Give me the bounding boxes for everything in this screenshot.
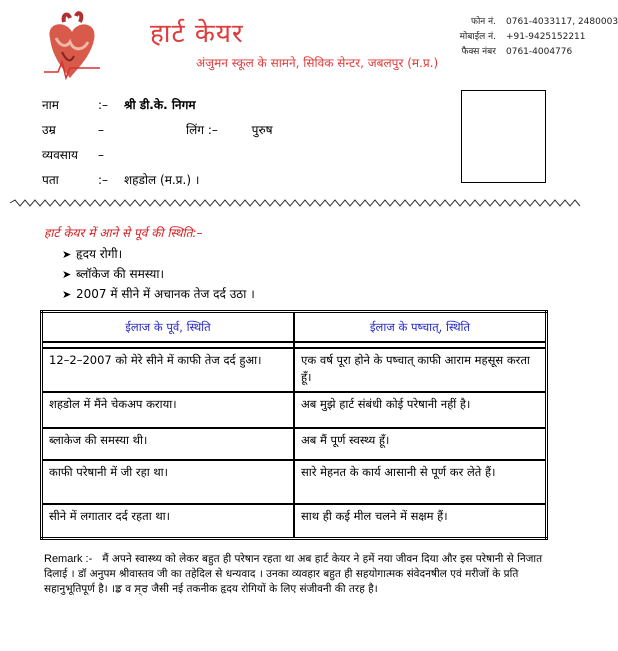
field-value: शहडोल (म.प्र.) । <box>124 173 200 187</box>
table-cell: काफी परेषानी में जी रहा था। <box>42 460 295 504</box>
field-separator: :– <box>98 173 109 187</box>
bullet-item <box>62 245 122 262</box>
section-title: हार्ट केयर में आने से पूर्व की स्थिति:– <box>44 226 203 240</box>
brand-address: अंजुमन स्कूल के सामने, सिविक सेन्टर, जबलपुर (म.प्र.) <box>196 56 439 70</box>
field-value: – <box>98 148 104 162</box>
table-row <box>42 460 547 504</box>
contact-label: फैक्स नंबर <box>461 47 496 57</box>
field-age <box>42 121 124 138</box>
field-label: व्यवसाय <box>42 148 78 162</box>
remark-text: मैं अपने स्वास्थ्य को लेकर बहुत ही परेषान रहता था अब हार्ट केयर ने हमें नया जीवन दिया और इस परेषानी से निजात दिलाई । डॉ अनुपम श्रीवास्तव जी का तहेदिल से धन्यवाद । उनका व्यवहार बहुत ही सहयोगात्मक संवेदनषील एवं मरीजों के प्रति सहानुभूतिपूर्ण है। ।ਡ व ਸ੍ਰ जैसी नई तकनीक हृदय रोगियों के लिए संजीवनी की तरह है। <box>44 553 543 595</box>
contact-value: 0761-4033117, 2480003 <box>506 17 618 27</box>
contact-fax <box>430 44 580 57</box>
field-separator: :– <box>98 98 109 112</box>
bullet-text: हृदय रोगी। <box>76 247 123 261</box>
field-name <box>42 96 196 113</box>
comparison-table <box>40 310 548 540</box>
photo-box <box>461 90 546 183</box>
contact-mobile <box>430 29 586 42</box>
contact-value: +91-9425152211 <box>506 32 586 42</box>
table-header-row <box>42 312 547 343</box>
bullet-text: 2007 में सीने में अचानक तेज दर्द उठा । <box>76 287 255 301</box>
contact-value: 0761-4004776 <box>506 47 573 57</box>
field-label: लिंग <box>186 123 205 137</box>
heart-anatomy-icon <box>40 12 104 84</box>
table-cell: 12–2–2007 को मेरे सीने में काफी तेज दर्द हुआ। <box>42 348 295 392</box>
remark-label: Remark :- <box>44 553 93 565</box>
table-row <box>42 504 547 538</box>
table-cell: अब मैं पूर्ण स्वस्थ्य हूँ। <box>294 428 547 460</box>
arrow-bullet-icon: ➤ <box>62 248 72 261</box>
field-value: श्री डी.के. निगम <box>124 98 196 112</box>
field-value: पुरुष <box>251 123 273 137</box>
table-cell: साथ ही कई मील चलने में सक्षम हैं। <box>294 504 547 538</box>
contact-label: फोन नं. <box>471 17 496 27</box>
table-row <box>42 428 547 460</box>
table-row <box>42 392 547 428</box>
arrow-bullet-icon: ➤ <box>62 268 72 281</box>
field-label: उम्र <box>42 123 56 137</box>
table-cell: अब मुझे हार्ट संबंधी कोई परेषानी नहीं है। <box>294 392 547 428</box>
field-value: – <box>98 123 104 137</box>
field-label: नाम <box>42 98 59 112</box>
decorative-divider <box>10 199 580 207</box>
table-cell: सीने में लगातार दर्द रहता था। <box>42 504 295 538</box>
contact-label: मोबाईल नं. <box>459 32 496 42</box>
field-separator: :– <box>207 123 218 137</box>
column-header: ईलाज के पूर्व, स्थिति <box>42 312 295 343</box>
field-label: पता <box>42 173 59 187</box>
field-gender <box>186 121 273 138</box>
column-header: ईलाज के पष्चात्, स्थिति <box>294 312 547 343</box>
bullet-text: ब्लॉकेज की समस्या। <box>76 267 165 281</box>
table-cell: शहडोल में मैंने चेकअप कराया। <box>42 392 295 428</box>
brand-title: हार्ट केयर <box>150 19 244 49</box>
arrow-bullet-icon: ➤ <box>62 288 72 301</box>
table-row <box>42 348 547 392</box>
field-address <box>42 171 199 188</box>
bullet-item <box>62 265 164 282</box>
bullet-item <box>62 285 255 302</box>
table-cell: एक वर्ष पूरा होने के पष्चात् काफी आराम महसूस करता हूँ। <box>294 348 547 392</box>
table-cell: ब्लाकेज की समस्या थी। <box>42 428 295 460</box>
field-occupation <box>42 146 124 163</box>
remark-block <box>44 552 544 597</box>
table-cell: सारे मेहनत के कार्य आसानी से पूर्ण कर लेते हैं। <box>294 460 547 504</box>
contact-phone <box>430 14 618 27</box>
